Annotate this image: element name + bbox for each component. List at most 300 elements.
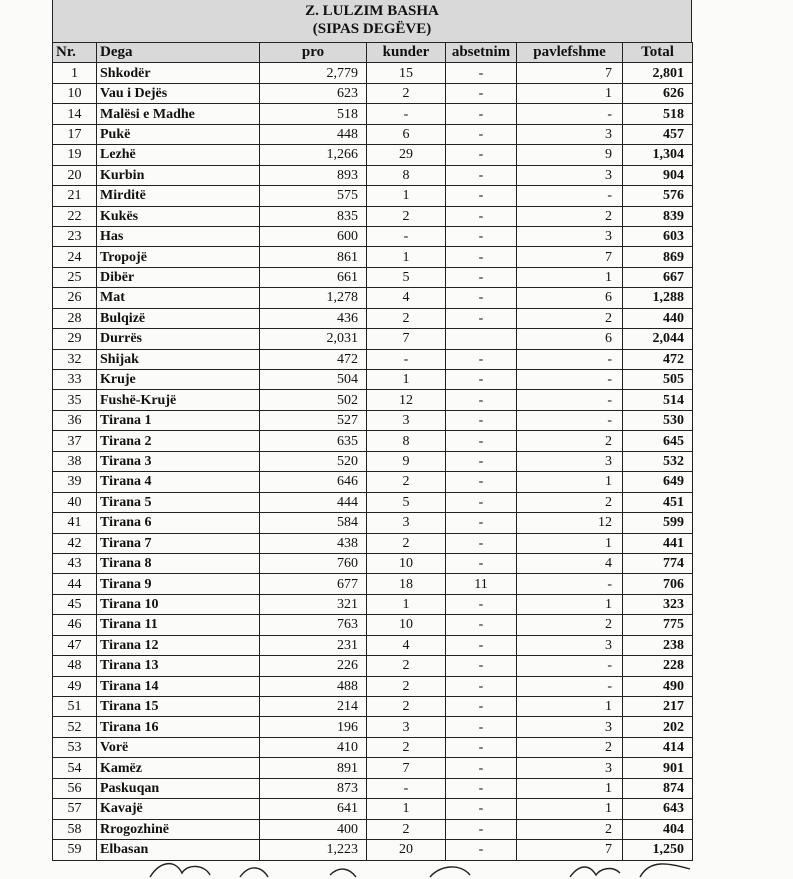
row-absetnim: - — [446, 288, 517, 308]
row-dega: Tirana 2 — [97, 431, 260, 451]
row-kunder: - — [367, 349, 446, 369]
row-pro: 641 — [260, 799, 367, 819]
row-pro: 444 — [260, 492, 367, 512]
document-header — [52, 0, 692, 42]
row-nr: 57 — [53, 799, 97, 819]
row-kunder: 8 — [367, 165, 446, 185]
row-dega: Vorë — [97, 737, 260, 757]
row-kunder: 3 — [367, 717, 446, 737]
row-dega: Kurbin — [97, 165, 260, 185]
row-total: 404 — [623, 819, 693, 839]
row-kunder: 1 — [367, 799, 446, 819]
row-dega: Mirditë — [97, 186, 260, 206]
row-pro: 518 — [260, 104, 367, 124]
row-dega: Bulqizë — [97, 308, 260, 328]
row-dega: Elbasan — [97, 840, 260, 860]
row-nr: 10 — [53, 83, 97, 103]
row-kunder: 9 — [367, 451, 446, 471]
row-pavlefshme: - — [517, 410, 623, 430]
row-dega: Tropojë — [97, 247, 260, 267]
row-total: 706 — [623, 574, 693, 594]
row-pavlefshme: 2 — [517, 737, 623, 757]
row-nr: 1 — [53, 63, 97, 83]
row-pavlefshme: 1 — [517, 267, 623, 287]
row-dega: Tirana 6 — [97, 513, 260, 533]
row-pavlefshme: 3 — [517, 451, 623, 471]
row-pro: 400 — [260, 819, 367, 839]
row-total: 457 — [623, 124, 693, 144]
row-absetnim: - — [446, 308, 517, 328]
table-body — [53, 63, 693, 860]
row-pro: 448 — [260, 124, 367, 144]
row-absetnim: - — [446, 778, 517, 798]
row-pro: 1,266 — [260, 145, 367, 165]
row-nr: 45 — [53, 594, 97, 614]
table-row — [53, 656, 693, 676]
row-pro: 2,031 — [260, 329, 367, 349]
row-pavlefshme: 2 — [517, 206, 623, 226]
row-absetnim: - — [446, 737, 517, 757]
row-total: 599 — [623, 513, 693, 533]
row-kunder: 2 — [367, 206, 446, 226]
row-pro: 231 — [260, 635, 367, 655]
table-row — [53, 124, 693, 144]
row-nr: 36 — [53, 410, 97, 430]
row-dega: Tirana 10 — [97, 594, 260, 614]
column-header-pavlefshme: pavlefshme — [517, 43, 623, 63]
row-nr: 56 — [53, 778, 97, 798]
row-kunder: 2 — [367, 697, 446, 717]
table-row — [53, 104, 693, 124]
row-kunder: 18 — [367, 574, 446, 594]
column-header-nr: Nr. — [53, 43, 97, 63]
row-pavlefshme: 6 — [517, 329, 623, 349]
row-pavlefshme: 12 — [517, 513, 623, 533]
row-dega: Shkodër — [97, 63, 260, 83]
table-row — [53, 451, 693, 471]
row-dega: Tirana 11 — [97, 615, 260, 635]
row-kunder: 5 — [367, 492, 446, 512]
table-row — [53, 574, 693, 594]
row-absetnim: - — [446, 145, 517, 165]
row-nr: 39 — [53, 472, 97, 492]
row-pro: 891 — [260, 758, 367, 778]
row-kunder: 1 — [367, 247, 446, 267]
column-header-total: Total — [623, 43, 693, 63]
row-pro: 584 — [260, 513, 367, 533]
row-pavlefshme: 1 — [517, 533, 623, 553]
row-pro: 763 — [260, 615, 367, 635]
row-pavlefshme: - — [517, 349, 623, 369]
row-absetnim: - — [446, 513, 517, 533]
document-subtitle: (SIPAS DEGËVE) — [312, 21, 432, 37]
row-absetnim: - — [446, 717, 517, 737]
row-dega: Tirana 12 — [97, 635, 260, 655]
row-dega: Tirana 16 — [97, 717, 260, 737]
row-pavlefshme: 2 — [517, 431, 623, 451]
row-kunder: 29 — [367, 145, 446, 165]
row-pavlefshme: 1 — [517, 799, 623, 819]
row-total: 414 — [623, 737, 693, 757]
row-pro: 520 — [260, 451, 367, 471]
row-absetnim: - — [446, 472, 517, 492]
row-kunder: 4 — [367, 635, 446, 655]
row-kunder: 2 — [367, 533, 446, 553]
document-title: Z. LULZIM BASHA — [305, 3, 439, 19]
row-pavlefshme: 4 — [517, 553, 623, 573]
row-absetnim: - — [446, 819, 517, 839]
row-kunder: 7 — [367, 329, 446, 349]
row-pro: 472 — [260, 349, 367, 369]
row-total: 1,304 — [623, 145, 693, 165]
row-total: 775 — [623, 615, 693, 635]
row-nr: 46 — [53, 615, 97, 635]
table-row — [53, 594, 693, 614]
table-row — [53, 533, 693, 553]
row-nr: 48 — [53, 656, 97, 676]
row-total: 576 — [623, 186, 693, 206]
row-kunder: 2 — [367, 676, 446, 696]
row-pavlefshme: 3 — [517, 226, 623, 246]
row-pavlefshme: 3 — [517, 124, 623, 144]
table-row — [53, 778, 693, 798]
column-header-dega: Dega — [97, 43, 260, 63]
row-nr: 25 — [53, 267, 97, 287]
row-pavlefshme: 7 — [517, 840, 623, 860]
table-row — [53, 83, 693, 103]
row-pavlefshme: - — [517, 656, 623, 676]
row-pavlefshme: - — [517, 104, 623, 124]
table-row — [53, 165, 693, 185]
row-pro: 1,223 — [260, 840, 367, 860]
row-total: 228 — [623, 656, 693, 676]
row-nr: 33 — [53, 370, 97, 390]
row-nr: 47 — [53, 635, 97, 655]
row-pro: 438 — [260, 533, 367, 553]
row-pro: 502 — [260, 390, 367, 410]
table-row — [53, 329, 693, 349]
row-nr: 38 — [53, 451, 97, 471]
row-absetnim: - — [446, 226, 517, 246]
row-absetnim: - — [446, 206, 517, 226]
row-total: 649 — [623, 472, 693, 492]
row-pro: 861 — [260, 247, 367, 267]
row-pro: 600 — [260, 226, 367, 246]
row-absetnim: - — [446, 533, 517, 553]
row-total: 238 — [623, 635, 693, 655]
row-absetnim: - — [446, 758, 517, 778]
table-row — [53, 553, 693, 573]
row-dega: Paskuqan — [97, 778, 260, 798]
table-row — [53, 819, 693, 839]
row-nr: 28 — [53, 308, 97, 328]
row-pavlefshme: 1 — [517, 594, 623, 614]
row-absetnim: - — [446, 840, 517, 860]
row-nr: 52 — [53, 717, 97, 737]
row-nr: 43 — [53, 553, 97, 573]
row-total: 2,801 — [623, 63, 693, 83]
row-absetnim: - — [446, 697, 517, 717]
table-row — [53, 288, 693, 308]
table-row — [53, 349, 693, 369]
row-pro: 214 — [260, 697, 367, 717]
results-document — [52, 0, 692, 861]
row-total: 1,288 — [623, 288, 693, 308]
row-total: 626 — [623, 83, 693, 103]
row-kunder: 1 — [367, 186, 446, 206]
table-row — [53, 145, 693, 165]
row-nr: 17 — [53, 124, 97, 144]
row-pro: 661 — [260, 267, 367, 287]
table-row — [53, 63, 693, 83]
row-absetnim: - — [446, 63, 517, 83]
row-absetnim: - — [446, 799, 517, 819]
row-dega: Shijak — [97, 349, 260, 369]
row-nr: 54 — [53, 758, 97, 778]
table-row — [53, 758, 693, 778]
row-absetnim: - — [446, 124, 517, 144]
row-pro: 1,278 — [260, 288, 367, 308]
row-pavlefshme: 1 — [517, 697, 623, 717]
row-nr: 22 — [53, 206, 97, 226]
column-header-pro: pro — [260, 43, 367, 63]
row-pavlefshme: - — [517, 676, 623, 696]
row-absetnim: - — [446, 267, 517, 287]
row-nr: 20 — [53, 165, 97, 185]
row-total: 323 — [623, 594, 693, 614]
row-pavlefshme: 3 — [517, 635, 623, 655]
row-nr: 53 — [53, 737, 97, 757]
row-kunder: 10 — [367, 615, 446, 635]
row-total: 869 — [623, 247, 693, 267]
row-nr: 19 — [53, 145, 97, 165]
row-total: 514 — [623, 390, 693, 410]
row-nr: 59 — [53, 840, 97, 860]
row-pro: 623 — [260, 83, 367, 103]
row-total: 472 — [623, 349, 693, 369]
row-absetnim: - — [446, 83, 517, 103]
row-dega: Kukës — [97, 206, 260, 226]
row-kunder: 12 — [367, 390, 446, 410]
row-pavlefshme: 3 — [517, 758, 623, 778]
table-row — [53, 410, 693, 430]
table-row — [53, 390, 693, 410]
row-total: 603 — [623, 226, 693, 246]
row-total: 441 — [623, 533, 693, 553]
row-pavlefshme: 2 — [517, 819, 623, 839]
row-kunder: 3 — [367, 410, 446, 430]
row-absetnim: - — [446, 349, 517, 369]
row-kunder: 2 — [367, 472, 446, 492]
row-kunder: 5 — [367, 267, 446, 287]
table-row — [53, 267, 693, 287]
row-absetnim: - — [446, 492, 517, 512]
row-nr: 21 — [53, 186, 97, 206]
row-total: 505 — [623, 370, 693, 390]
row-nr: 37 — [53, 431, 97, 451]
row-kunder: - — [367, 778, 446, 798]
table-row — [53, 226, 693, 246]
row-absetnim: - — [446, 247, 517, 267]
row-absetnim: - — [446, 635, 517, 655]
row-total: 217 — [623, 697, 693, 717]
row-pavlefshme: - — [517, 390, 623, 410]
row-dega: Mat — [97, 288, 260, 308]
row-total: 518 — [623, 104, 693, 124]
row-total: 202 — [623, 717, 693, 737]
table-row — [53, 737, 693, 757]
row-dega: Durrës — [97, 329, 260, 349]
row-total: 451 — [623, 492, 693, 512]
row-pavlefshme: 9 — [517, 145, 623, 165]
column-header-kunder: kunder — [367, 43, 446, 63]
row-total: 874 — [623, 778, 693, 798]
row-total: 901 — [623, 758, 693, 778]
row-kunder: 7 — [367, 758, 446, 778]
table-row — [53, 206, 693, 226]
row-nr: 40 — [53, 492, 97, 512]
table-row — [53, 676, 693, 696]
row-pro: 677 — [260, 574, 367, 594]
row-total: 839 — [623, 206, 693, 226]
row-dega: Kamëz — [97, 758, 260, 778]
row-pavlefshme: 2 — [517, 492, 623, 512]
row-dega: Pukë — [97, 124, 260, 144]
table-row — [53, 697, 693, 717]
row-nr: 24 — [53, 247, 97, 267]
row-total: 1,250 — [623, 840, 693, 860]
row-absetnim: - — [446, 676, 517, 696]
row-dega: Fushë-Krujë — [97, 390, 260, 410]
row-kunder: 2 — [367, 656, 446, 676]
row-absetnim: - — [446, 615, 517, 635]
row-pavlefshme: 1 — [517, 83, 623, 103]
row-kunder: 1 — [367, 594, 446, 614]
row-nr: 23 — [53, 226, 97, 246]
row-dega: Kruje — [97, 370, 260, 390]
row-nr: 41 — [53, 513, 97, 533]
row-kunder: 15 — [367, 63, 446, 83]
row-dega: Tirana 13 — [97, 656, 260, 676]
row-nr: 49 — [53, 676, 97, 696]
row-nr: 26 — [53, 288, 97, 308]
row-total: 643 — [623, 799, 693, 819]
row-pavlefshme: 1 — [517, 778, 623, 798]
row-pro: 893 — [260, 165, 367, 185]
row-dega: Dibër — [97, 267, 260, 287]
table-row — [53, 799, 693, 819]
row-absetnim: - — [446, 410, 517, 430]
row-kunder: - — [367, 104, 446, 124]
row-pro: 321 — [260, 594, 367, 614]
row-total: 774 — [623, 553, 693, 573]
row-total: 440 — [623, 308, 693, 328]
row-pavlefshme: 3 — [517, 717, 623, 737]
row-pro: 504 — [260, 370, 367, 390]
row-dega: Tirana 7 — [97, 533, 260, 553]
row-kunder: 20 — [367, 840, 446, 860]
row-dega: Tirana 3 — [97, 451, 260, 471]
row-absetnim — [446, 329, 517, 349]
table-row — [53, 615, 693, 635]
row-total: 667 — [623, 267, 693, 287]
row-nr: 29 — [53, 329, 97, 349]
row-pro: 410 — [260, 737, 367, 757]
table-row — [53, 308, 693, 328]
row-kunder: 2 — [367, 737, 446, 757]
row-pavlefshme: - — [517, 574, 623, 594]
table-row — [53, 717, 693, 737]
row-dega: Malësi e Madhe — [97, 104, 260, 124]
row-absetnim: - — [446, 451, 517, 471]
row-pavlefshme: 2 — [517, 308, 623, 328]
table-row — [53, 492, 693, 512]
row-nr: 42 — [53, 533, 97, 553]
row-kunder: 2 — [367, 83, 446, 103]
row-absetnim: - — [446, 594, 517, 614]
row-pro: 436 — [260, 308, 367, 328]
row-kunder: 10 — [367, 553, 446, 573]
row-absetnim: - — [446, 165, 517, 185]
row-dega: Rrogozhinë — [97, 819, 260, 839]
row-absetnim: - — [446, 370, 517, 390]
row-kunder: 2 — [367, 819, 446, 839]
row-pavlefshme: 3 — [517, 165, 623, 185]
row-kunder: - — [367, 226, 446, 246]
row-pavlefshme: - — [517, 186, 623, 206]
row-pavlefshme: 7 — [517, 247, 623, 267]
row-total: 904 — [623, 165, 693, 185]
row-absetnim: - — [446, 104, 517, 124]
row-pro: 196 — [260, 717, 367, 737]
table-row — [53, 247, 693, 267]
row-dega: Tirana 5 — [97, 492, 260, 512]
column-header-absetnim: absetnim — [446, 43, 517, 63]
row-absetnim: - — [446, 390, 517, 410]
row-pro: 760 — [260, 553, 367, 573]
row-kunder: 1 — [367, 370, 446, 390]
row-absetnim: 11 — [446, 574, 517, 594]
row-kunder: 3 — [367, 513, 446, 533]
table-header-row — [53, 43, 693, 63]
row-total: 532 — [623, 451, 693, 471]
row-absetnim: - — [446, 553, 517, 573]
table-row — [53, 513, 693, 533]
row-absetnim: - — [446, 431, 517, 451]
row-pro: 2,779 — [260, 63, 367, 83]
row-pavlefshme: 7 — [517, 63, 623, 83]
row-nr: 14 — [53, 104, 97, 124]
row-dega: Tirana 4 — [97, 472, 260, 492]
row-kunder: 8 — [367, 431, 446, 451]
row-absetnim: - — [446, 186, 517, 206]
table-row — [53, 472, 693, 492]
row-pro: 527 — [260, 410, 367, 430]
row-pavlefshme: - — [517, 370, 623, 390]
row-pro: 646 — [260, 472, 367, 492]
row-dega: Tirana 8 — [97, 553, 260, 573]
row-dega: Tirana 1 — [97, 410, 260, 430]
row-nr: 32 — [53, 349, 97, 369]
row-nr: 35 — [53, 390, 97, 410]
row-pro: 488 — [260, 676, 367, 696]
row-total: 645 — [623, 431, 693, 451]
signature-scribble — [0, 855, 793, 879]
row-pro: 575 — [260, 186, 367, 206]
row-nr: 44 — [53, 574, 97, 594]
row-dega: Tirana 9 — [97, 574, 260, 594]
row-kunder: 4 — [367, 288, 446, 308]
